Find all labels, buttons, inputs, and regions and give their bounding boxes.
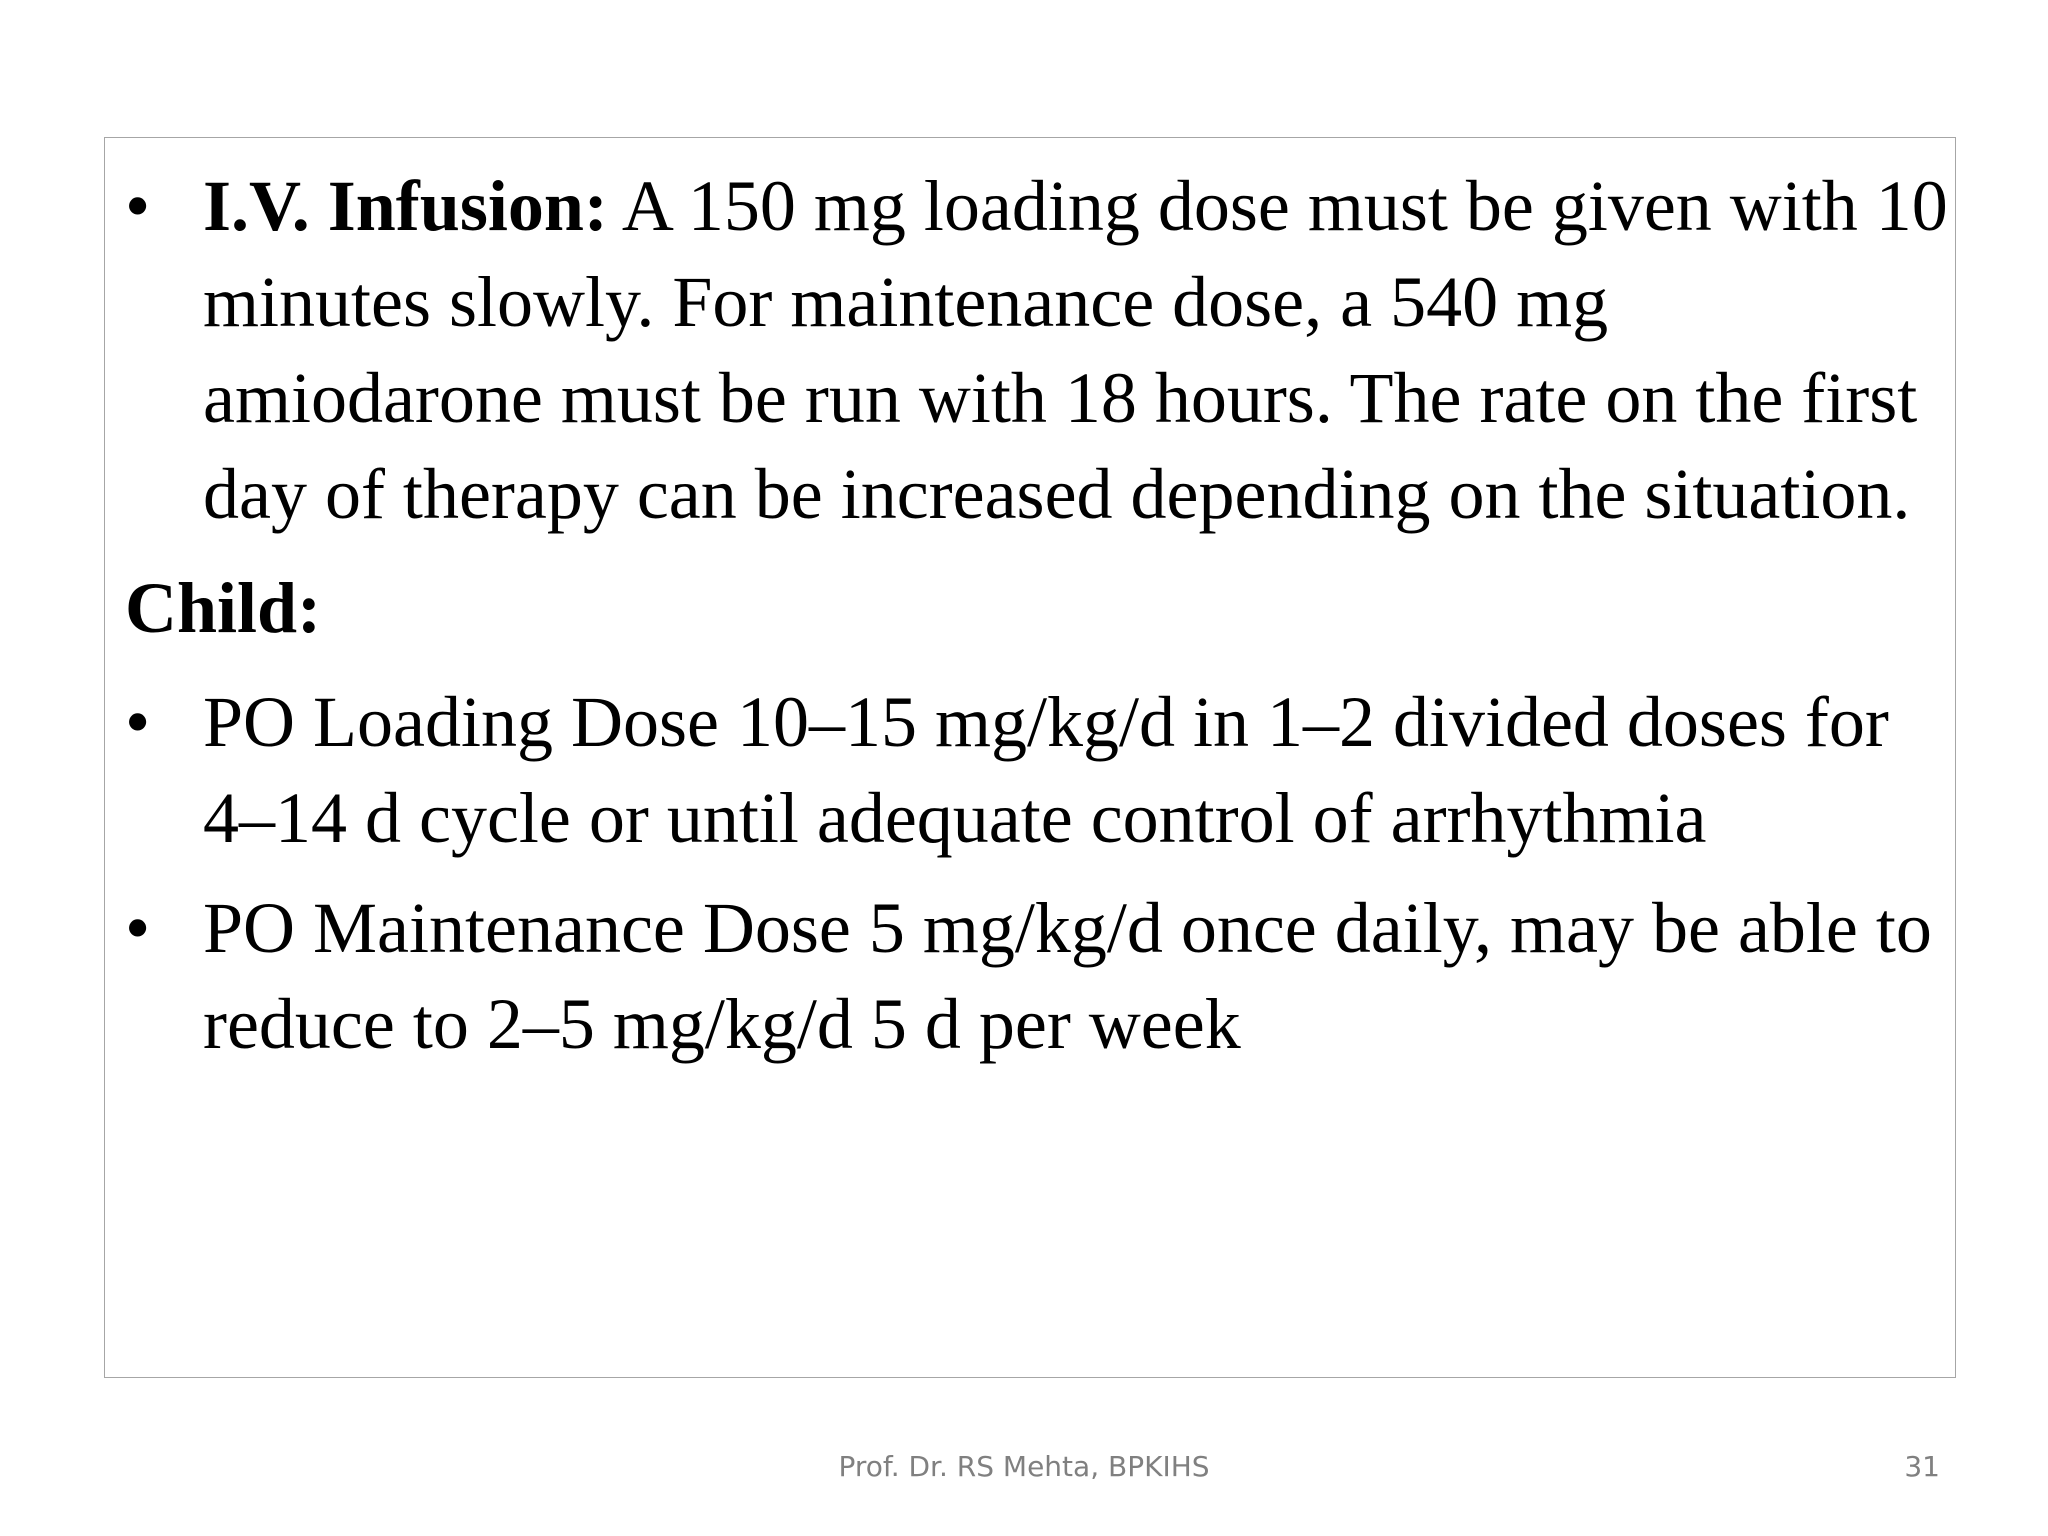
slide-content-box <box>104 137 1956 1378</box>
po-maintenance-dose-text: PO Maintenance Dose 5 mg/kg/d once daily, may be able to reduce to 2–5 mg/kg/d 5 d per week <box>203 888 1932 1064</box>
page-number: 31 <box>1904 1450 1940 1483</box>
bullet-marker: • <box>125 888 151 968</box>
footer-author: Prof. Dr. RS Mehta, BPKIHS <box>838 1450 1210 1483</box>
child-heading: Child: <box>125 568 322 648</box>
bullet-marker: • <box>125 682 151 762</box>
bullet-po-maintenance-dose <box>125 880 1950 1072</box>
slide-body <box>125 158 1950 1072</box>
bullet-marker: • <box>125 166 151 246</box>
po-loading-dose-text: PO Loading Dose 10–15 mg/kg/d in 1–2 divided doses for 4–14 d cycle or until adequate control of arrhythmia <box>203 682 1889 858</box>
iv-infusion-text: A 150 mg loading dose must be given with 10 minutes slowly. For maintenance dose, a 540 mg amiodarone must be run with 18 hours. The rate on the first day of therapy can be increased depending on the situation. <box>203 166 1948 534</box>
bullet-iv-infusion <box>125 158 1950 542</box>
iv-infusion-label: I.V. Infusion: <box>203 166 608 246</box>
bullet-po-loading-dose <box>125 674 1950 866</box>
